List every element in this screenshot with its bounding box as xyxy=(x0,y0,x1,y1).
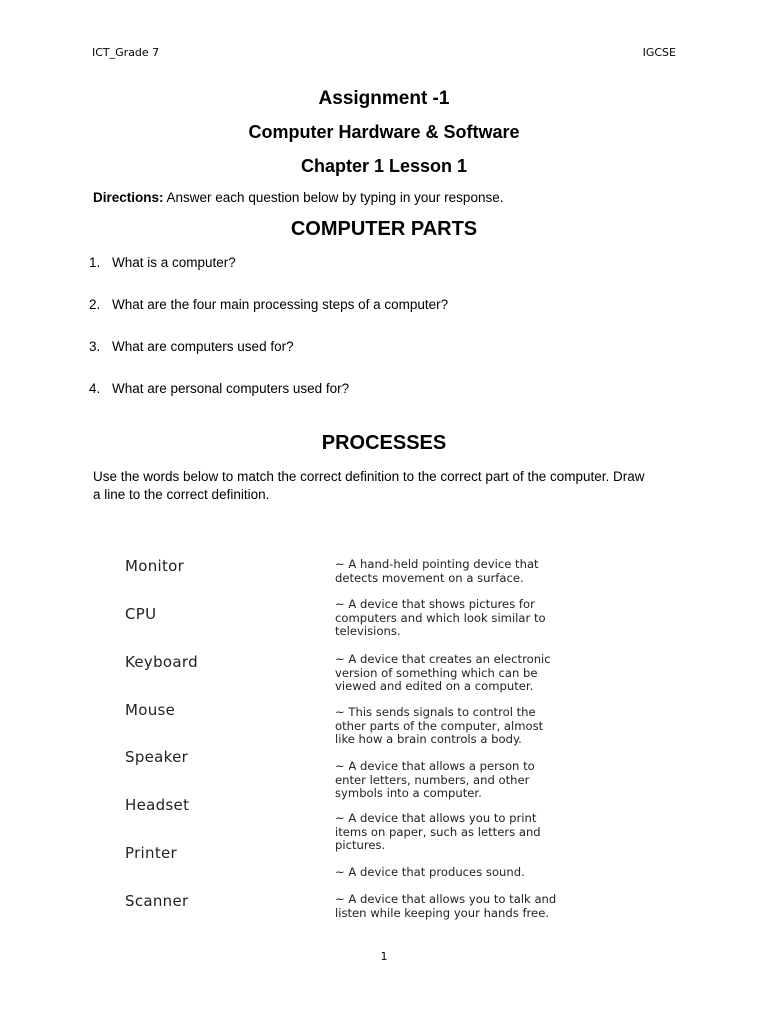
definition-4: ~ This sends signals to control the other parts of the computer, almost like how a brain controls a body. xyxy=(335,705,544,747)
directions-text: Answer each question below by typing in your response. xyxy=(163,190,504,205)
question-3 xyxy=(89,339,294,354)
definition-8: ~ A device that allows you to talk and listen while keeping your hands free. xyxy=(335,892,557,920)
definition-5: ~ A device that allows a person to enter letters, numbers, and other symbols into a computer. xyxy=(335,759,535,801)
header-left: ICT_Grade 7 xyxy=(92,46,160,59)
definition-1: ~ A hand-held pointing device that detects movement on a surface. xyxy=(335,557,539,585)
definition-3: ~ A device that creates an electronic version of something which can be viewed and edited on a computer. xyxy=(335,652,551,694)
page-number: 1 xyxy=(380,950,388,963)
chapter-title: Chapter 1 Lesson 1 xyxy=(300,156,468,176)
part-scanner: Scanner xyxy=(125,892,189,910)
subject-title: Computer Hardware & Software xyxy=(248,122,520,142)
question-number: 1. xyxy=(89,255,101,270)
directions-label: Directions: xyxy=(93,190,164,205)
matching-instructions: Use the words below to match the correct definition to the correct part of the computer. Draw a line to the correct definition. xyxy=(93,469,645,502)
part-speaker: Speaker xyxy=(125,748,189,766)
section-heading-computer-parts: COMPUTER PARTS xyxy=(290,218,478,240)
directions xyxy=(93,190,503,205)
question-4 xyxy=(89,381,349,396)
definition-7: ~ A device that produces sound. xyxy=(335,865,525,879)
question-1 xyxy=(89,255,236,270)
question-text: What are the four main processing steps of a computer? xyxy=(112,297,449,312)
question-text: What is a computer? xyxy=(112,255,236,270)
assignment-title: Assignment -1 xyxy=(318,88,450,109)
part-printer: Printer xyxy=(125,844,177,862)
question-number: 2. xyxy=(89,297,101,312)
definition-2: ~ A device that shows pictures for computers and which look similar to televisions. xyxy=(335,597,546,639)
section-heading-processes: PROCESSES xyxy=(321,432,447,454)
part-monitor: Monitor xyxy=(125,557,185,575)
question-text: What are computers used for? xyxy=(112,339,294,354)
question-number: 4. xyxy=(89,381,101,396)
part-headset: Headset xyxy=(125,796,190,814)
part-mouse: Mouse xyxy=(125,701,176,719)
part-cpu: CPU xyxy=(125,605,157,623)
header-right: IGCSE xyxy=(642,46,676,59)
part-keyboard: Keyboard xyxy=(125,653,198,671)
question-number: 3. xyxy=(89,339,101,354)
question-text: What are personal computers used for? xyxy=(112,381,350,396)
definition-6: ~ A device that allows you to print items on paper, such as letters and pictures. xyxy=(335,811,541,853)
question-2 xyxy=(89,297,448,312)
